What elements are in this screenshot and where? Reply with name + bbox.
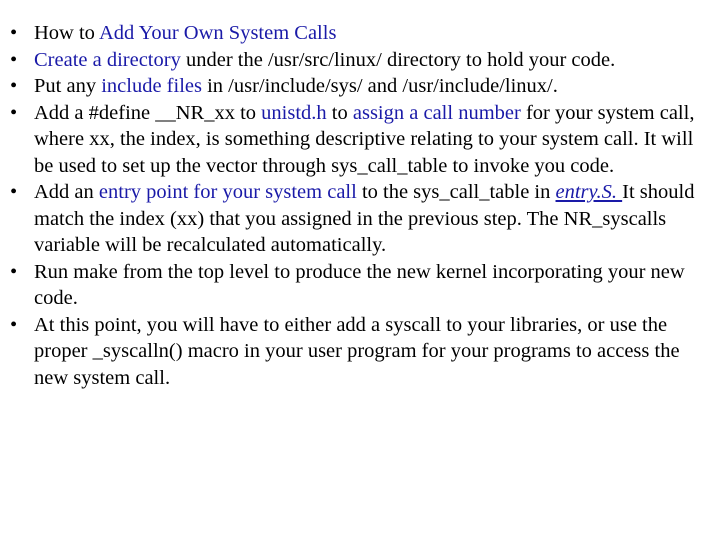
bullet-item: [0, 47, 718, 74]
highlight-segment: Add Your Own System Calls: [98, 22, 337, 44]
highlight-segment: entry point for your system call: [98, 181, 357, 203]
bullet-item: [0, 259, 718, 312]
bullet-dot: •: [10, 48, 18, 71]
bullet-list: [0, 20, 718, 391]
highlight-segment: Create a directory: [34, 48, 181, 71]
text-segment: under the /usr/src/linux/ directory to hold your code.: [180, 48, 616, 71]
bullet-item: [0, 20, 718, 47]
bullet-dot: •: [10, 101, 18, 124]
bullet-dot: •: [10, 260, 18, 283]
highlight-segment: unistd.h: [261, 101, 327, 124]
text-segment: in /usr/include/sys/ and /usr/include/linux/.: [201, 75, 558, 97]
highlight-segment: include files: [101, 75, 202, 97]
bullet-dot: •: [10, 181, 18, 203]
text-segment: Put any: [34, 75, 102, 97]
entry-s-link[interactable]: entry.S.: [555, 181, 623, 203]
highlight-segment: assign a call number: [352, 101, 521, 124]
text-segment: to: [326, 101, 353, 124]
bullet-item: [0, 312, 718, 392]
text-segment: At this point, you will have to either add a syscall to your libraries, or use the proper _syscalln() macro in your user program for your programs to access the new system call.: [34, 313, 680, 389]
text-segment: How to: [34, 22, 99, 44]
bullet-dot: •: [10, 75, 18, 97]
bullet-dot: •: [10, 313, 18, 336]
text-segment: Add an: [34, 181, 99, 203]
bullet-item: [0, 73, 718, 100]
text-segment: It should match the index (xx) that you assigned in the previous step. The NR_syscalls variable will be recalculated automatically.: [34, 181, 695, 256]
text-segment: for your system call, where xx, the index, is something descriptive relating to your system call. It will be used to set up the vector through sys_call_table to invoke you code.: [34, 101, 695, 177]
bullet-dot: •: [10, 22, 18, 44]
text-segment: Run make from the top level to produce the new kernel incorporating your new code.: [34, 260, 685, 309]
text-segment: Add a #define __NR_xx to: [34, 101, 262, 124]
bullet-item: [0, 179, 718, 259]
text-segment: to the sys_call_table in: [356, 181, 556, 203]
bullet-item: [0, 100, 718, 180]
